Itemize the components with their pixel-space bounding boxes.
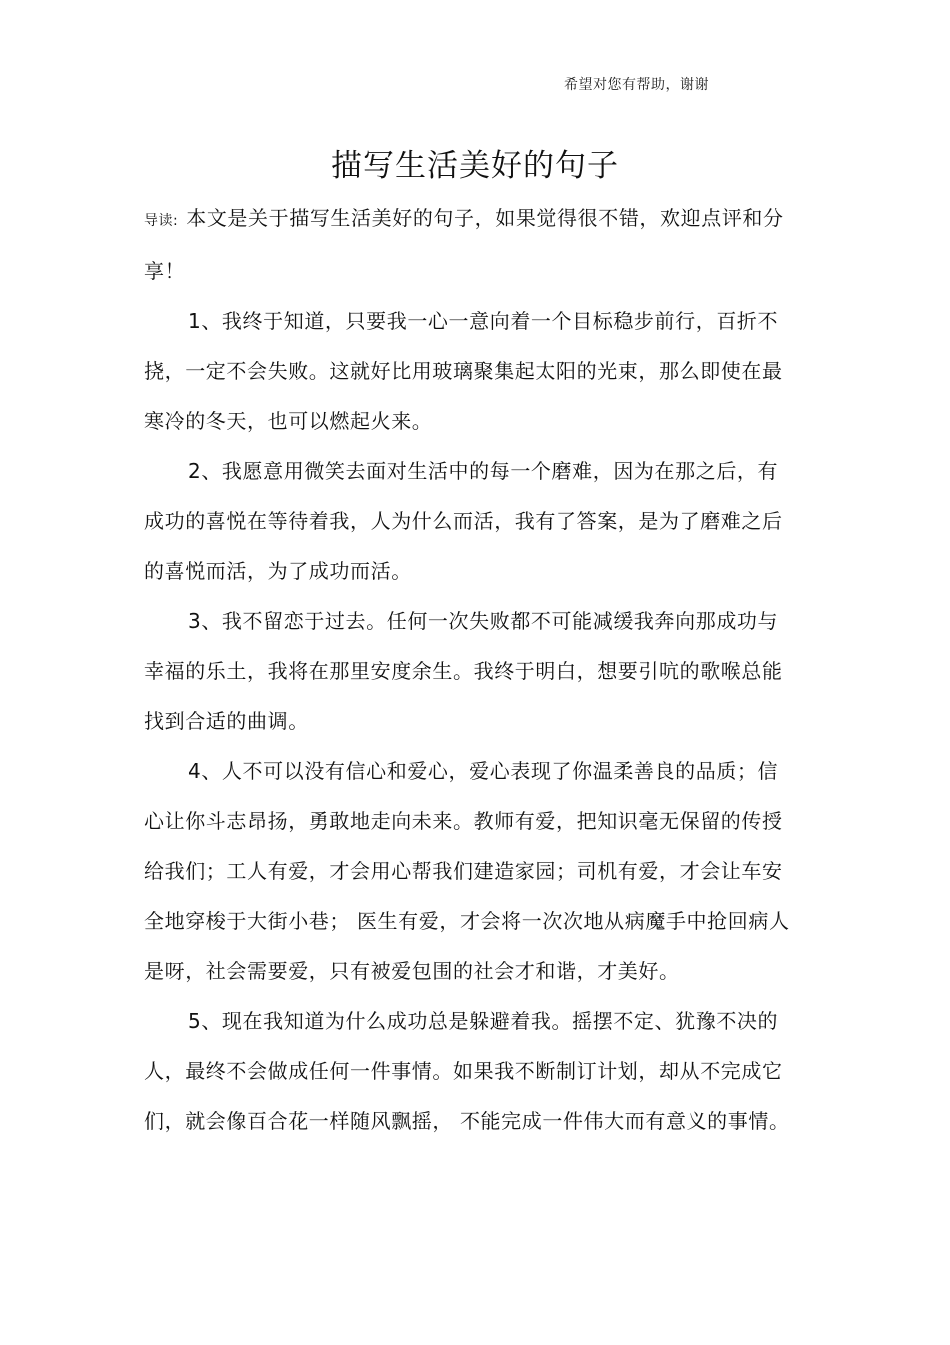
paragraph-5: 5、现在我知道为什么成功总是躲避着我。摇摆不定、犹豫不决的人，最终不会做成任何一件事情。如果我不断制订计划，却从不完成它们，就会像百合花一样随风飘摇， 不能完成一件伟大而有意义的事情。 <box>144 1009 790 1133</box>
intro-label: 导读: <box>144 213 179 229</box>
intro-text: 本文是关于描写生活美好的句子，如果觉得很不错，欢迎点评和分享！ <box>144 206 784 283</box>
page-title: 描写生活美好的句子 <box>331 148 619 184</box>
body-text <box>144 296 794 1146</box>
intro-paragraph <box>144 193 794 296</box>
header-note: 希望对您有帮助，谢谢 <box>564 77 709 93</box>
paragraph-1: 1、我终于知道，只要我一心一意向着一个目标稳步前行，百折不挠，一定不会失败。这就好比用玻璃聚集起太阳的光束，那么即使在最寒冷的冬天，也可以燃起火来。 <box>144 309 783 433</box>
paragraph-4: 4、人不可以没有信心和爱心，爱心表现了你温柔善良的品质；信心让你斗志昂扬，勇敢地走向未来。教师有爱，把知识毫无保留的传授给我们；工人有爱，才会用心帮我们建造家园；司机有爱，才会让车安全地穿梭于大街小巷； 医生有爱，才会将一次次地从病魔手中抢回病人是呀，社会需要爱，只有被爱包围的社会才和谐，才美好。 <box>144 759 790 983</box>
paragraph-3: 3、我不留恋于过去。任何一次失败都不可能减缓我奔向那成功与幸福的乐土，我将在那里安度余生。我终于明白，想要引吭的歌喉总能找到合适的曲调。 <box>144 609 783 733</box>
paragraph-2: 2、我愿意用微笑去面对生活中的每一个磨难，因为在那之后，有成功的喜悦在等待着我，人为什么而活，我有了答案，是为了磨难之后的喜悦而活，为了成功而活。 <box>144 459 783 583</box>
